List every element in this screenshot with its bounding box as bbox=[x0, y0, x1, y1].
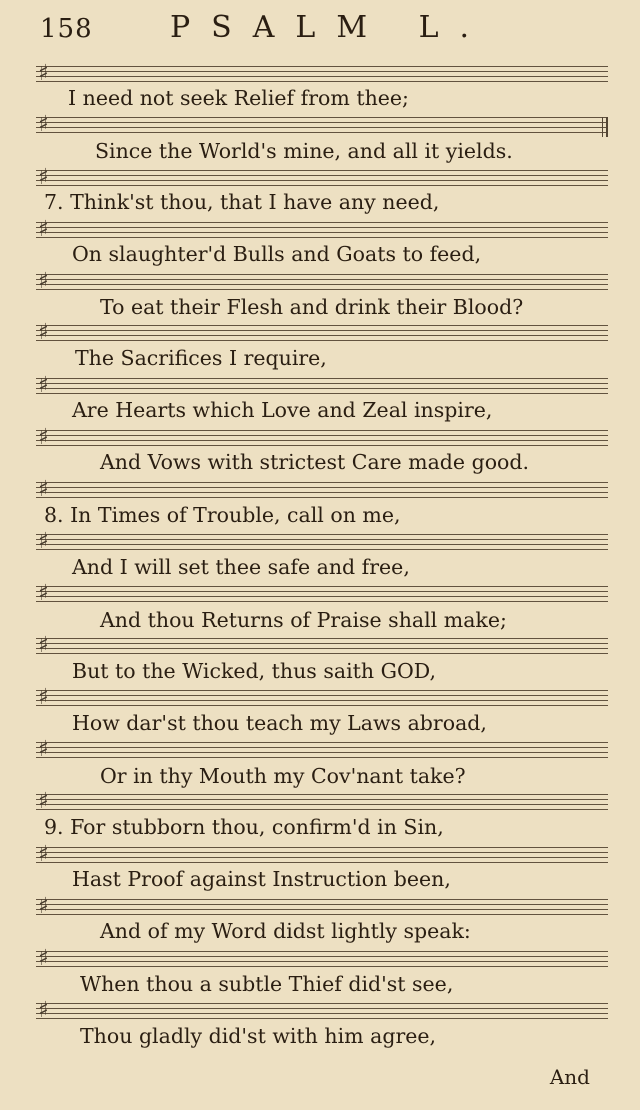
lyric-line: How dar'st thou teach my Laws abroad, bbox=[72, 711, 487, 735]
clef-icon: ♯ bbox=[38, 61, 49, 86]
music-staff bbox=[36, 165, 608, 190]
clef-icon: ♯ bbox=[38, 373, 49, 398]
music-staff bbox=[36, 946, 608, 971]
lyric-line: But to the Wicked, thus saith GOD, bbox=[72, 659, 437, 683]
music-staff bbox=[36, 112, 608, 137]
music-staff bbox=[36, 477, 608, 502]
music-staff bbox=[36, 529, 608, 554]
music-staff bbox=[36, 320, 608, 345]
clef-icon: ♯ bbox=[38, 789, 49, 814]
lyric-line: 8. In Times of Trouble, call on me, bbox=[44, 503, 401, 527]
lyric-line: 7. Think'st thou, that I have any need, bbox=[44, 190, 440, 214]
music-staff bbox=[36, 581, 608, 606]
clef-icon: ♯ bbox=[38, 581, 49, 606]
clef-icon: ♯ bbox=[38, 529, 49, 554]
clef-icon: ♯ bbox=[38, 842, 49, 867]
lyric-line: Hast Proof against Instruction been, bbox=[72, 867, 451, 891]
lyric-line: And of my Word didst lightly speak: bbox=[100, 919, 471, 943]
lyric-line: On slaughter'd Bulls and Goats to feed, bbox=[72, 242, 482, 266]
music-staff bbox=[36, 633, 608, 658]
lyric-line: Thou gladly did'st with him agree, bbox=[80, 1024, 437, 1048]
lyric-line: The Sacrifices I require, bbox=[75, 346, 327, 370]
lyric-line: When thou a subtle Thief did'st see, bbox=[80, 972, 454, 996]
lyric-line: Are Hearts which Love and Zeal inspire, bbox=[72, 398, 493, 422]
music-staff bbox=[36, 894, 608, 919]
page-title: PSALM L. bbox=[170, 10, 491, 45]
clef-icon: ♯ bbox=[38, 165, 49, 190]
clef-icon: ♯ bbox=[38, 425, 49, 450]
clef-icon: ♯ bbox=[38, 894, 49, 919]
lyric-line: And Vows with strictest Care made good. bbox=[100, 450, 530, 474]
music-staff bbox=[36, 269, 608, 294]
lyric-line: To eat their Flesh and drink their Blood? bbox=[100, 295, 524, 319]
music-staff bbox=[36, 842, 608, 867]
clef-icon: ♯ bbox=[38, 946, 49, 971]
music-staff bbox=[36, 217, 608, 242]
clef-icon: ♯ bbox=[38, 737, 49, 762]
lyric-line: Or in thy Mouth my Cov'nant take? bbox=[100, 764, 466, 788]
lyric-line: Since the World's mine, and all it yields. bbox=[95, 139, 513, 163]
lyric-line: And I will set thee safe and free, bbox=[72, 555, 410, 579]
music-staff bbox=[36, 685, 608, 710]
music-staff bbox=[36, 425, 608, 450]
lyric-line: And thou Returns of Praise shall make; bbox=[100, 608, 507, 632]
clef-icon: ♯ bbox=[38, 320, 49, 345]
clef-icon: ♯ bbox=[38, 633, 49, 658]
music-staff bbox=[36, 998, 608, 1023]
clef-icon: ♯ bbox=[38, 685, 49, 710]
clef-icon: ♯ bbox=[38, 112, 49, 137]
double-bar-icon bbox=[602, 117, 608, 137]
clef-icon: ♯ bbox=[38, 998, 49, 1023]
music-staff bbox=[36, 373, 608, 398]
catchword: And bbox=[549, 1065, 590, 1089]
music-staff bbox=[36, 737, 608, 762]
lyric-line: I need not seek Relief from thee; bbox=[68, 86, 409, 110]
music-staff bbox=[36, 61, 608, 86]
page-number: 158 bbox=[40, 14, 93, 44]
clef-icon: ♯ bbox=[38, 217, 49, 242]
clef-icon: ♯ bbox=[38, 269, 49, 294]
music-staff bbox=[36, 789, 608, 814]
lyric-line: 9. For stubborn thou, confirm'd in Sin, bbox=[44, 815, 444, 839]
clef-icon: ♯ bbox=[38, 477, 49, 502]
